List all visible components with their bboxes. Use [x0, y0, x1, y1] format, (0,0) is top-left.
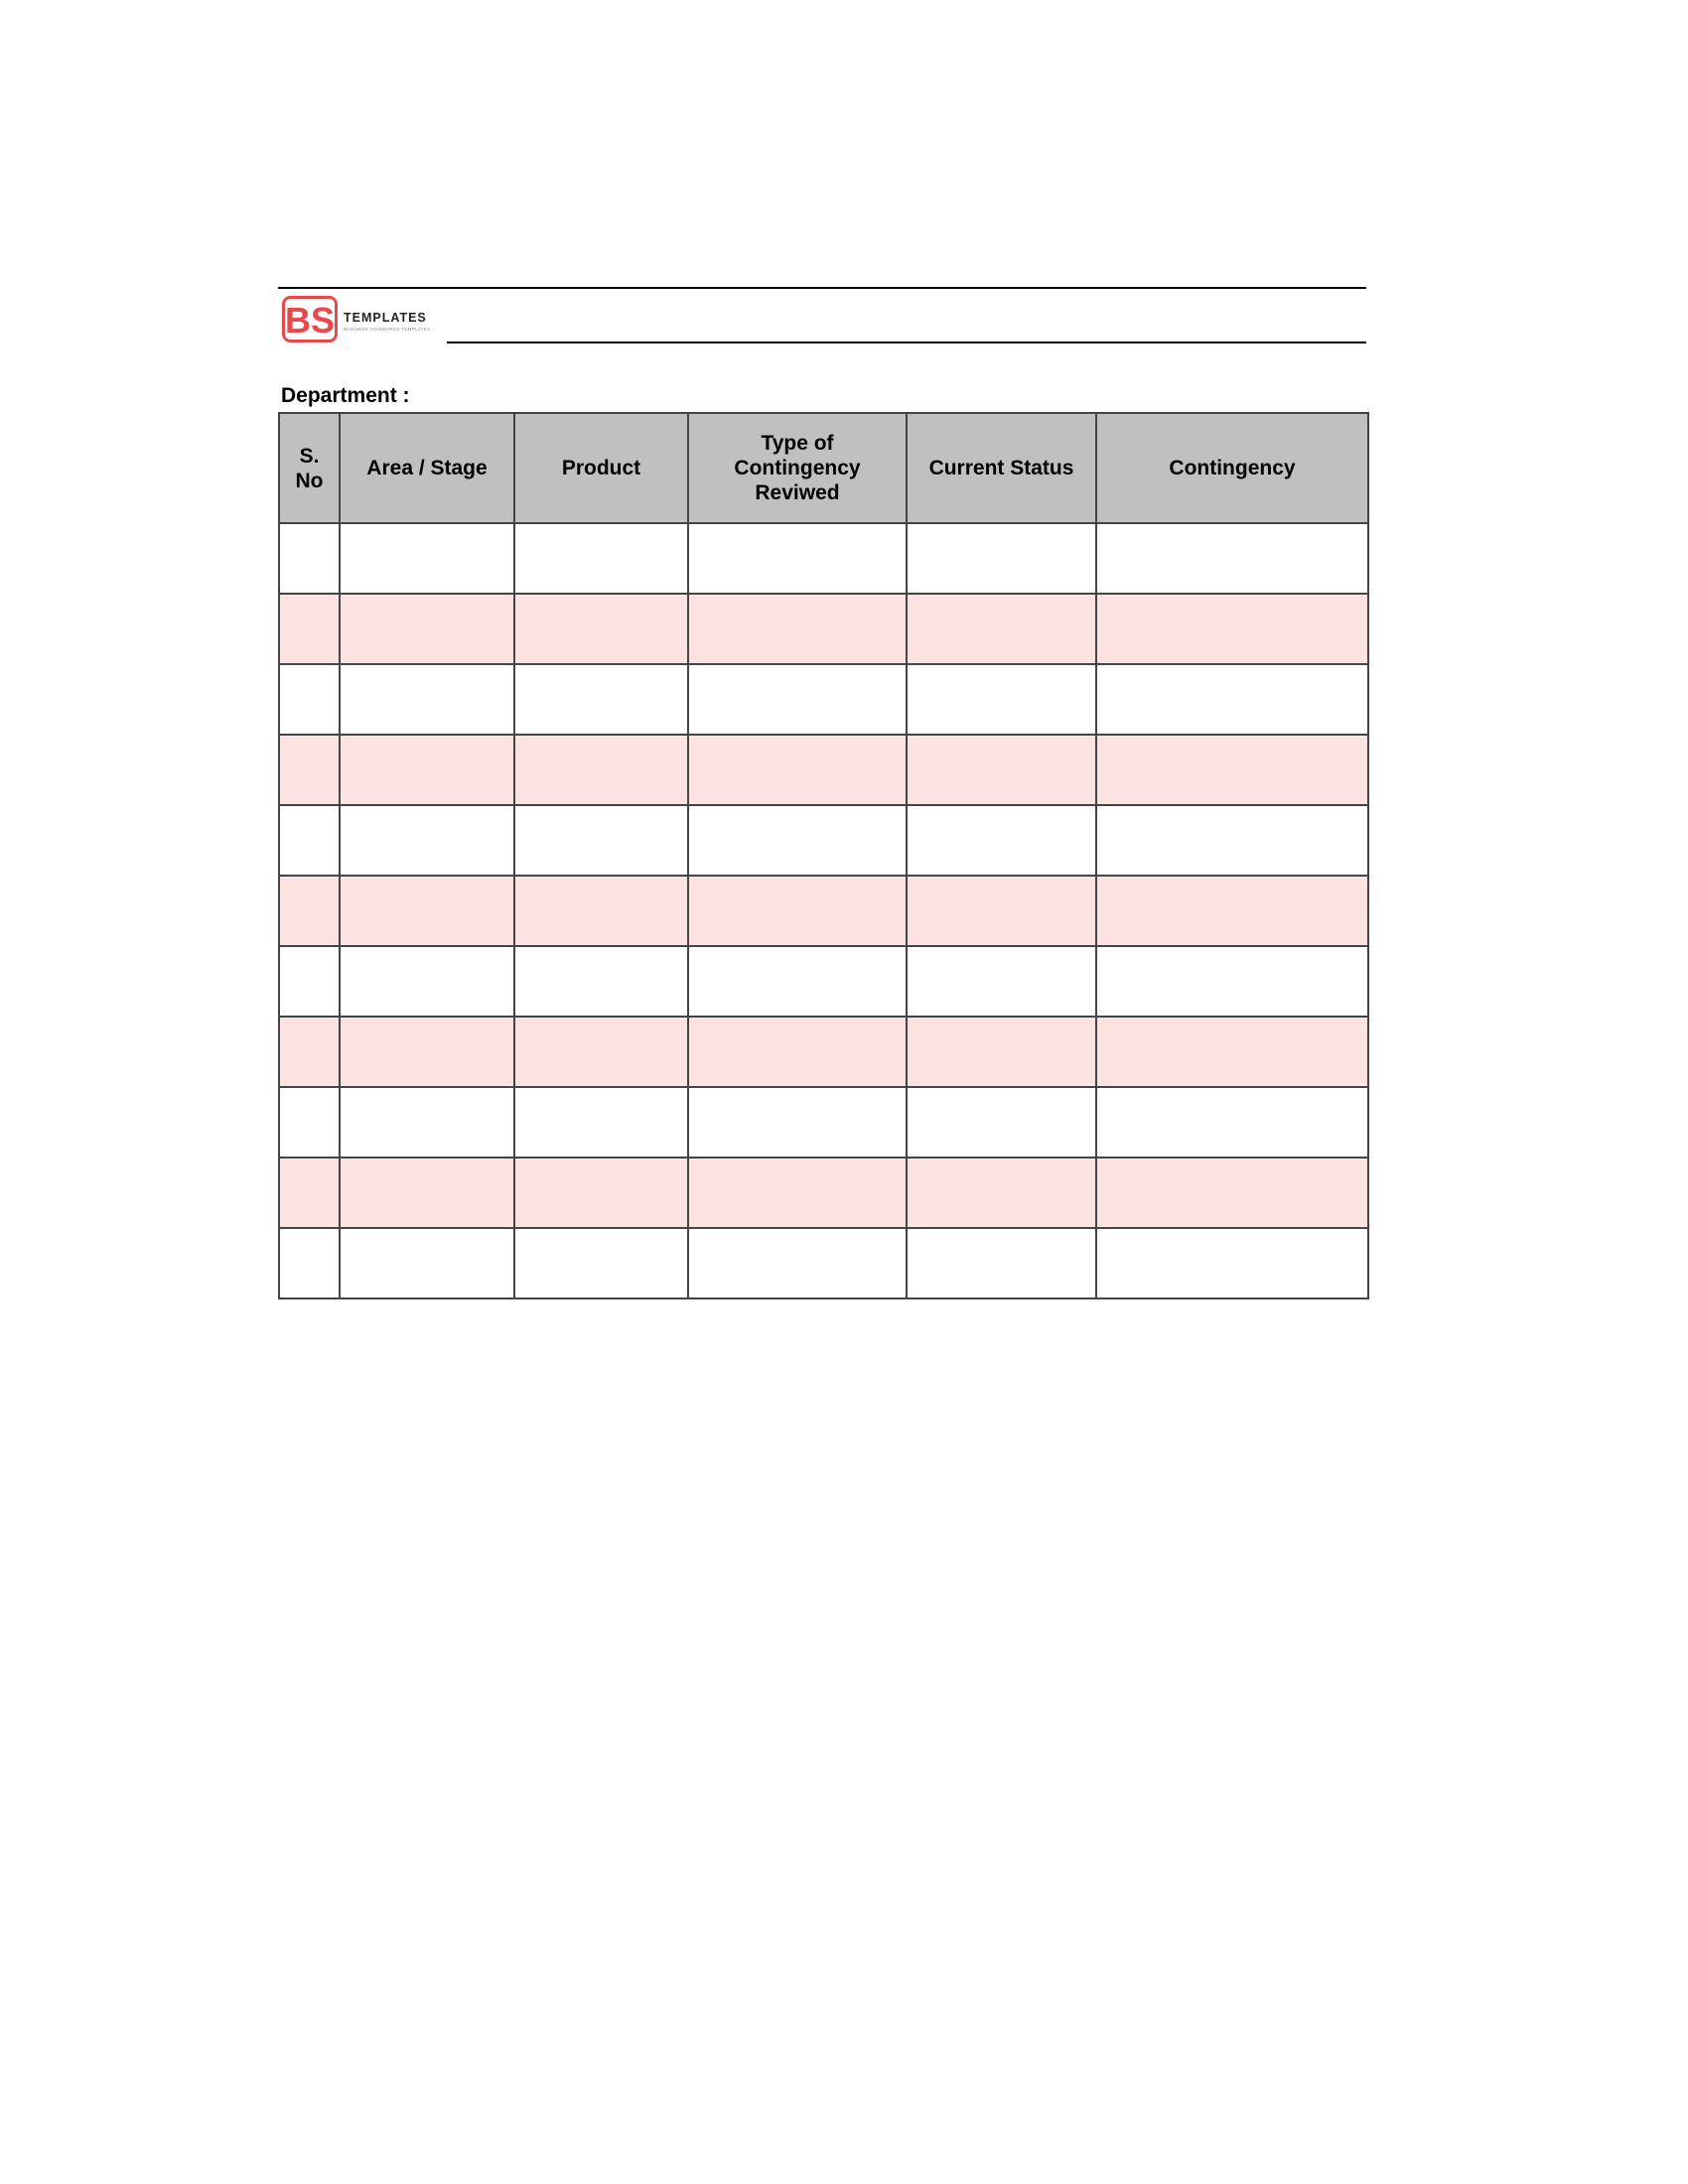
column-header-area-stage: Area / Stage: [340, 413, 514, 523]
cell-product[interactable]: [514, 664, 688, 735]
header-rule-bottom: [447, 341, 1366, 343]
cell-contingency[interactable]: [1096, 594, 1368, 664]
cell-area-stage[interactable]: [340, 946, 514, 1017]
cell-type-of-contingency[interactable]: [688, 594, 907, 664]
column-header-type-of-contingency: Type of Contingency Reviwed: [688, 413, 907, 523]
table-row: [279, 594, 1368, 664]
cell-area-stage[interactable]: [340, 1017, 514, 1087]
cell-type-of-contingency[interactable]: [688, 1228, 907, 1298]
cell-contingency[interactable]: [1096, 523, 1368, 594]
cell-s-no[interactable]: [279, 946, 340, 1017]
cell-current-status[interactable]: [907, 735, 1096, 805]
cell-contingency[interactable]: [1096, 1158, 1368, 1228]
cell-area-stage[interactable]: [340, 523, 514, 594]
cell-current-status[interactable]: [907, 1017, 1096, 1087]
cell-type-of-contingency[interactable]: [688, 1158, 907, 1228]
cell-s-no[interactable]: [279, 805, 340, 876]
cell-type-of-contingency[interactable]: [688, 805, 907, 876]
cell-product[interactable]: [514, 805, 688, 876]
cell-contingency[interactable]: [1096, 735, 1368, 805]
cell-contingency[interactable]: [1096, 946, 1368, 1017]
cell-product[interactable]: [514, 1158, 688, 1228]
cell-s-no[interactable]: [279, 594, 340, 664]
cell-contingency[interactable]: [1096, 664, 1368, 735]
cell-area-stage[interactable]: [340, 876, 514, 946]
cell-area-stage[interactable]: [340, 805, 514, 876]
column-header-product: Product: [514, 413, 688, 523]
cell-type-of-contingency[interactable]: [688, 1087, 907, 1158]
department-label: Department :: [281, 384, 410, 407]
svg-text:BS: BS: [284, 300, 336, 341]
cell-contingency[interactable]: [1096, 805, 1368, 876]
cell-contingency[interactable]: [1096, 1087, 1368, 1158]
column-header-contingency: Contingency: [1096, 413, 1368, 523]
contingency-table: [278, 412, 1369, 1299]
cell-area-stage[interactable]: [340, 735, 514, 805]
cell-area-stage[interactable]: [340, 1228, 514, 1298]
table-row: [279, 1017, 1368, 1087]
table-row: [279, 1087, 1368, 1158]
table-row: [279, 876, 1368, 946]
cell-s-no[interactable]: [279, 664, 340, 735]
logo-mark-icon: [282, 296, 338, 342]
table-row: [279, 946, 1368, 1017]
table-body: [279, 523, 1368, 1298]
cell-area-stage[interactable]: [340, 664, 514, 735]
cell-type-of-contingency[interactable]: [688, 523, 907, 594]
cell-current-status[interactable]: [907, 946, 1096, 1017]
table-row: [279, 523, 1368, 594]
cell-contingency[interactable]: [1096, 1017, 1368, 1087]
cell-product[interactable]: [514, 735, 688, 805]
cell-product[interactable]: [514, 1017, 688, 1087]
cell-current-status[interactable]: [907, 594, 1096, 664]
cell-product[interactable]: [514, 876, 688, 946]
cell-current-status[interactable]: [907, 805, 1096, 876]
cell-current-status[interactable]: [907, 664, 1096, 735]
cell-current-status[interactable]: [907, 1158, 1096, 1228]
cell-product[interactable]: [514, 946, 688, 1017]
cell-product[interactable]: [514, 1087, 688, 1158]
cell-s-no[interactable]: [279, 1228, 340, 1298]
cell-s-no[interactable]: [279, 1087, 340, 1158]
table-header-row: [279, 413, 1368, 523]
cell-current-status[interactable]: [907, 1087, 1096, 1158]
cell-type-of-contingency[interactable]: [688, 664, 907, 735]
cell-area-stage[interactable]: [340, 594, 514, 664]
cell-product[interactable]: [514, 1228, 688, 1298]
table-row: [279, 805, 1368, 876]
cell-current-status[interactable]: [907, 876, 1096, 946]
table-row: [279, 664, 1368, 735]
cell-s-no[interactable]: [279, 523, 340, 594]
cell-type-of-contingency[interactable]: [688, 946, 907, 1017]
column-header-current-status: Current Status: [907, 413, 1096, 523]
cell-contingency[interactable]: [1096, 876, 1368, 946]
table-row: [279, 735, 1368, 805]
cell-product[interactable]: [514, 523, 688, 594]
cell-contingency[interactable]: [1096, 1228, 1368, 1298]
cell-area-stage[interactable]: [340, 1087, 514, 1158]
cell-s-no[interactable]: [279, 1017, 340, 1087]
cell-type-of-contingency[interactable]: [688, 735, 907, 805]
cell-current-status[interactable]: [907, 1228, 1096, 1298]
header-rule-top: [278, 287, 1366, 289]
bs-templates-logo: [282, 296, 447, 343]
cell-product[interactable]: [514, 594, 688, 664]
cell-s-no[interactable]: [279, 876, 340, 946]
logo-brand-text: TEMPLATES: [344, 311, 427, 325]
column-header-s-no: S. No: [279, 413, 340, 523]
cell-type-of-contingency[interactable]: [688, 1017, 907, 1087]
table-row: [279, 1158, 1368, 1228]
cell-type-of-contingency[interactable]: [688, 876, 907, 946]
cell-s-no[interactable]: [279, 1158, 340, 1228]
logo-tagline: BUSINESS STANDARDS TEMPLATES: [344, 327, 431, 332]
cell-s-no[interactable]: [279, 735, 340, 805]
table-row: [279, 1228, 1368, 1298]
cell-area-stage[interactable]: [340, 1158, 514, 1228]
cell-current-status[interactable]: [907, 523, 1096, 594]
